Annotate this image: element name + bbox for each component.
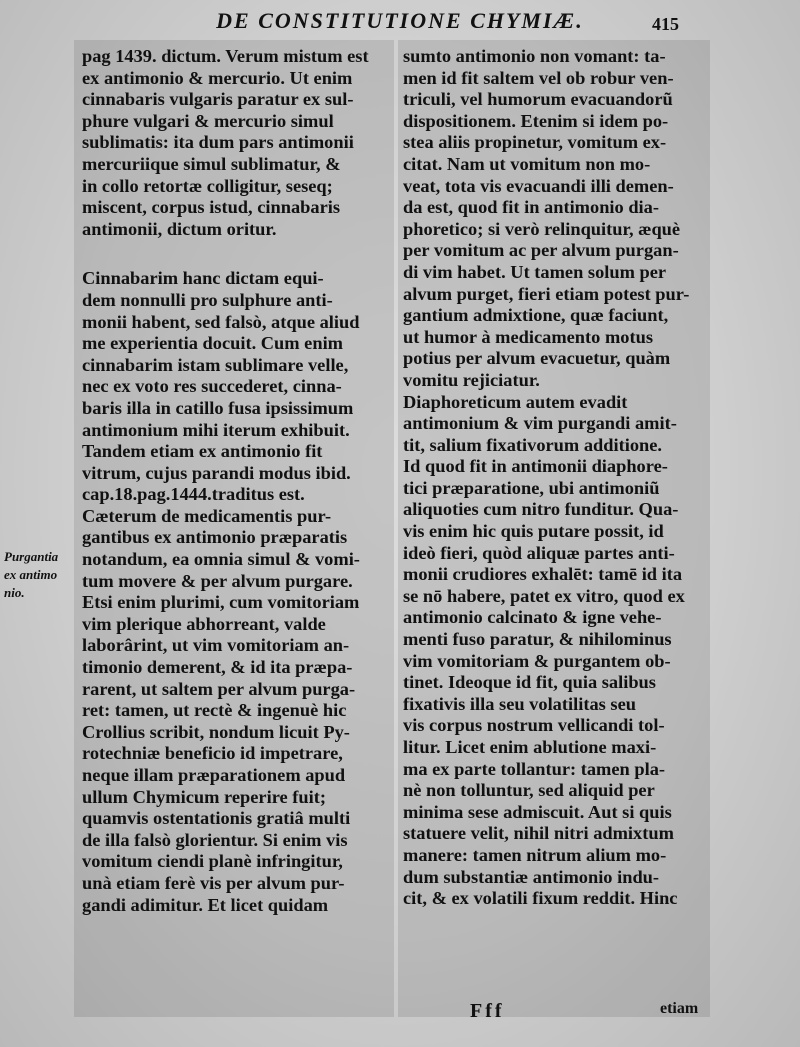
text-line: rarent, ut saltem per alvum purga- xyxy=(82,678,356,699)
paragraph-gap xyxy=(82,240,388,268)
text-line: me experientia docuit. Cum enim xyxy=(82,333,344,354)
text-line: citat. Nam ut vomitum non mo- xyxy=(403,153,651,174)
text-line: potius per alvum evacuetur, quàm xyxy=(403,348,671,369)
text-line: monii habent, sed falsò, atque aliud xyxy=(82,311,360,332)
text-line: vis enim hic quis putare possit, id xyxy=(403,521,664,542)
left-text-column xyxy=(82,46,388,916)
text-line: litur. Licet enim ablutione maxi- xyxy=(403,737,657,757)
text-line: tit, salium fixativorum additione. xyxy=(403,434,663,455)
marginal-note-line: nio. xyxy=(4,585,25,600)
page-number: 415 xyxy=(652,14,679,34)
text-line: antimonio calcinato & igne vehe- xyxy=(403,607,662,628)
text-line: ut humor à medicamento motus xyxy=(403,326,653,347)
text-line: dem nonnulli pro sulphure anti- xyxy=(82,289,333,310)
text-line: tici præparatione, ubi antimoniũ xyxy=(403,477,660,498)
text-line: cap.18.pag.1444.traditus est. xyxy=(82,484,305,505)
text-line: dum substantiæ antimonio indu- xyxy=(403,866,660,887)
text-line: antimonium mihi iterum exhibuit. xyxy=(82,419,350,440)
text-line: da est, quod fit in antimonio dia- xyxy=(403,197,659,218)
text-line: minima sese admiscuit. Aut si quis xyxy=(403,801,672,822)
text-line: cinnabarim istam sublimare velle, xyxy=(82,354,349,375)
text-line: per vomitum ac per alvum purgan- xyxy=(403,240,679,261)
text-line: fixativis illa seu volatilitas seu xyxy=(403,693,636,714)
text-line: Cæterum de medicamentis pur- xyxy=(82,505,332,526)
text-line: nè non tolluntur, sed aliquid per xyxy=(403,780,655,801)
text-line: veat, tota vis evacuandi illi demen- xyxy=(403,175,674,196)
text-line: alvum purget, fieri etiam potest pur- xyxy=(403,283,690,304)
text-line: phoretico; si verò relinquitur, æquè xyxy=(403,218,681,239)
text-line: Crollius scribit, nondum licuit Py- xyxy=(82,721,350,742)
text-line: ma ex parte tollantur: tamen pla- xyxy=(403,758,666,779)
text-line: in collo retortæ colligitur, seseq; xyxy=(82,175,333,196)
marginal-note xyxy=(4,548,58,602)
text-line: vomitu rejiciatur. xyxy=(403,369,540,390)
text-line: men id fit saltem vel ob robur ven- xyxy=(403,67,674,88)
text-line: gantium admixtione, quæ faciunt, xyxy=(403,305,669,326)
text-line: Etsi enim plurimi, cum vomitoriam xyxy=(82,592,360,613)
text-line: pag 1439. dictum. Verum mistum est xyxy=(82,46,369,66)
text-line: antimonii, dictum oritur. xyxy=(82,218,277,239)
text-line: timonio demerent, & id ita præpa- xyxy=(82,657,353,678)
text-line: triculi, vel humorum evacuandorũ xyxy=(403,89,673,110)
text-line: baris illa in catillo fusa ipsissimum xyxy=(82,397,354,418)
text-line: se nō habere, patet ex vitro, quod ex xyxy=(403,585,685,606)
text-line: laborârint, ut vim vomitoriam an- xyxy=(82,635,350,656)
text-line: Cinnabarim hanc dictam equi- xyxy=(82,268,324,289)
text-line: tum movere & per alvum purgare. xyxy=(82,570,353,591)
text-line: sublimatis: ita dum pars antimonii xyxy=(82,132,354,153)
text-line: dispositionem. Etenim si idem po- xyxy=(403,110,669,131)
text-line: ullum Chymicum reperire fuit; xyxy=(82,786,326,807)
text-line: vim vomitoriam & purgantem ob- xyxy=(403,650,671,671)
text-line: phure vulgari & mercurio simul xyxy=(82,110,334,131)
text-line: de illa falsò glorientur. Si enim vis xyxy=(82,829,348,850)
text-line: Diaphoreticum autem evadit xyxy=(403,391,628,412)
text-line: gantibus ex antimonio præparatis xyxy=(82,527,348,548)
text-line: aliquoties cum nitro funditur. Qua- xyxy=(403,499,679,520)
signature-mark: Fff xyxy=(470,1000,505,1022)
right-text-column xyxy=(403,46,703,910)
text-line: di vim habet. Ut tamen solum per xyxy=(403,261,667,282)
text-line: rotechniæ beneficio id impetrare, xyxy=(82,743,343,764)
running-title: DE CONSTITUTIONE CHYMIÆ. xyxy=(216,8,584,33)
text-line: cinnabaris vulgaris paratur ex sul- xyxy=(82,89,354,110)
text-line: unà etiam ferè vis per alvum pur- xyxy=(82,872,345,893)
text-line: quamvis ostentationis gratiâ multi xyxy=(82,808,351,829)
text-line: manere: tamen nitrum alium mo- xyxy=(403,844,667,865)
text-line: stea aliis propinetur, vomitum ex- xyxy=(403,132,667,153)
text-line: gandi adimitur. Et licet quidam xyxy=(82,894,329,915)
text-line: antimonium & vim purgandi amit- xyxy=(403,413,677,434)
text-line: menti fuso paratur, & nihilominus xyxy=(403,629,672,650)
text-line: neque illam præparationem apud xyxy=(82,765,346,785)
text-line: nec ex voto res succederet, cinna- xyxy=(82,376,342,397)
text-line: statuere velit, nihil nitri admixtum xyxy=(403,823,674,844)
text-line: notandum, ea omnia simul & vomi- xyxy=(82,549,360,570)
text-line: cit, & ex volatili fixum reddit. Hinc xyxy=(403,888,678,909)
text-line: Tandem etiam ex antimonio fit xyxy=(82,441,323,462)
text-line: mercuriique simul sublimatur, & xyxy=(82,153,341,174)
marginal-note-line: ex antimo xyxy=(4,567,58,582)
text-line: vitrum, cujus parandi modus ibid. xyxy=(82,462,351,483)
text-line: monii crudiores exhalēt: tamē id ita xyxy=(403,564,683,585)
text-line: sumto antimonio non vomant: ta- xyxy=(403,46,666,66)
text-line: ex antimonio & mercurio. Ut enim xyxy=(82,67,353,88)
text-line: vis corpus nostrum vellicandi tol- xyxy=(403,715,665,736)
text-line: miscent, corpus istud, cinnabaris xyxy=(82,197,341,218)
catchword: etiam xyxy=(660,1000,699,1017)
text-line: tinet. Ideoque id fit, quia salibus xyxy=(403,672,656,693)
text-line: ideò fieri, quòd aliquæ partes anti- xyxy=(403,542,675,563)
text-line: vim plerique abhorreant, valde xyxy=(82,613,326,634)
text-line: vomitum ciendi planè infringitur, xyxy=(82,851,343,872)
text-line: ret: tamen, ut rectè & ingenuè hic xyxy=(82,700,347,721)
text-line: Id quod fit in antimonii diaphore- xyxy=(403,456,668,477)
marginal-note-line: Purgantia xyxy=(4,549,59,564)
